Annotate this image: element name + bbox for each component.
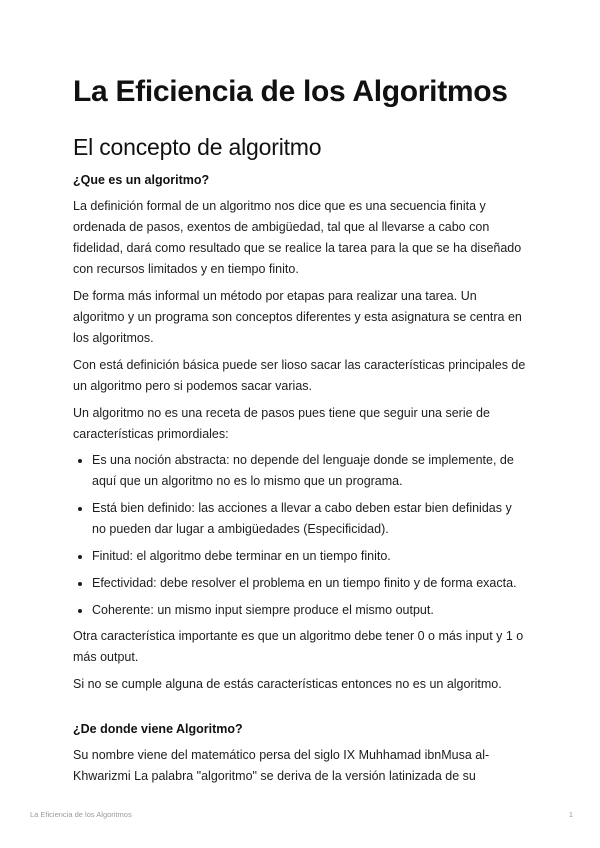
page-footer (30, 810, 573, 819)
paragraph-not-algorithm: Si no se cumple alguna de estás características entonces no es un algoritmo. (73, 677, 502, 691)
page-title: La Eficiencia de los Algoritmos (73, 75, 508, 108)
paragraph-input-output: Otra característica importante es que un algoritmo debe tener 0 o más input y 1 o más output. (73, 629, 524, 664)
list-item: • Está bien definido: las acciones a llevar a cabo deben estar bien definidas y no pueden dar lugar a ambigüedades (Especificidad). (92, 498, 528, 540)
paragraph-informal: De forma más informal un método por etapas para realizar una tarea. Un algoritmo y un programa son conceptos diferentes y esta asignatura se centra en los algoritmos. (73, 289, 522, 345)
question-heading-2: ¿De donde viene Algoritmo? (73, 722, 243, 736)
list-item: • Coherente: un mismo input siempre produce el mismo output. (92, 600, 528, 621)
paragraph-origin: Su nombre viene del matemático persa del siglo IX Muhhamad ibnMusa al-Khwarizmi La palabra "algoritmo" se deriva de la versión latinizada de su (73, 748, 490, 783)
paragraph-definition: La definición formal de un algoritmo nos dice que es una secuencia finita y ordenada de pasos, exentos de ambigüedad, tal que al llevarse a cabo con fidelidad, dará como resultado que se realice la tarea para la que se ha diseñado con recursos limitados y en tiempo finito. (73, 199, 522, 276)
paragraph-characteristics-intro: Con está definición básica puede ser lioso sacar las características principales de un algoritmo pero si podemos sacar varias. (73, 358, 526, 393)
page-number: 1 (568, 810, 573, 819)
characteristics-list (73, 450, 528, 621)
list-item: • Es una noción abstracta: no depende del lenguaje donde se implemente, de aquí que un algoritmo no es lo mismo que un programa. (92, 450, 528, 492)
document-page (73, 72, 528, 787)
list-item: • Efectividad: debe resolver el problema en un tiempo finito y de forma exacta. (92, 573, 528, 594)
list-item: • Finitud: el algoritmo debe terminar en un tiempo finito. (92, 546, 528, 567)
footer-title: La Eficiencia de los Algoritmos (30, 810, 132, 819)
paragraph-recipe: Un algoritmo no es una receta de pasos pues tiene que seguir una serie de características primordiales: (73, 406, 490, 441)
question-heading-1: ¿Que es un algoritmo? (73, 173, 210, 187)
section-heading: El concepto de algoritmo (73, 134, 322, 160)
